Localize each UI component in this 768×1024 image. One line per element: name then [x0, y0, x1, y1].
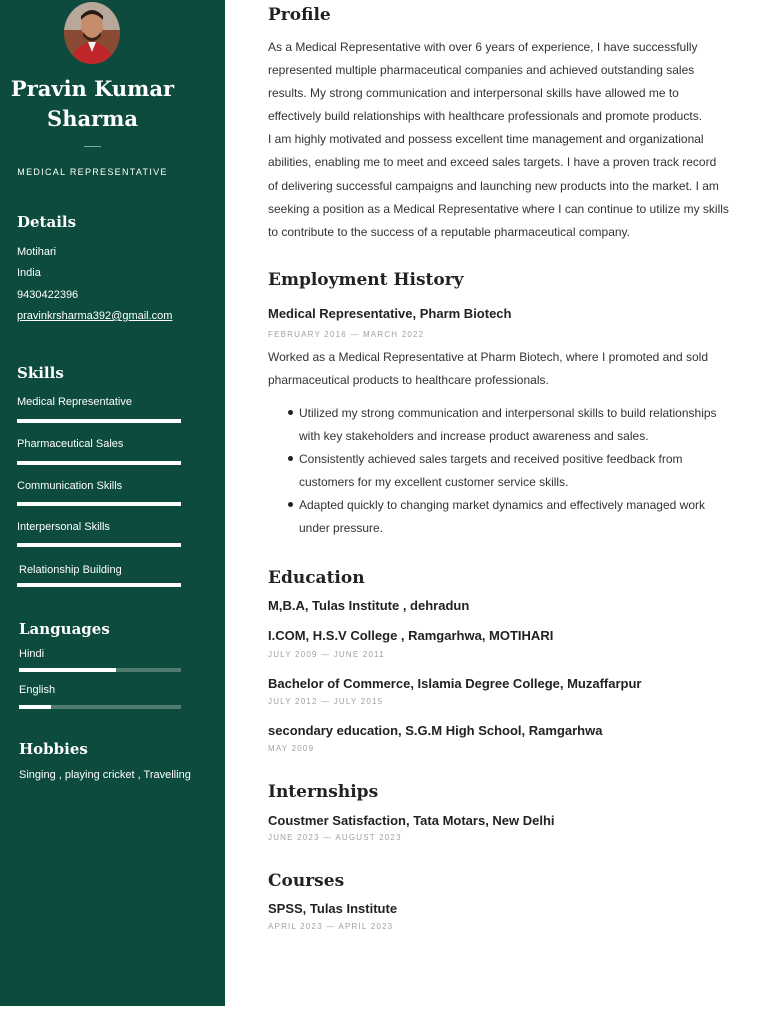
- profile-heading: Profile: [268, 5, 331, 25]
- language-bar-fill: [19, 668, 116, 672]
- internship-dates: JUNE 2023 — AUGUST 2023: [268, 833, 402, 842]
- skill-bar: [17, 419, 181, 423]
- employment-heading: Employment History: [268, 270, 464, 290]
- bullet-dot-icon: [288, 410, 293, 415]
- profile-line: seeking a position as a Medical Representative where I can continue to utilize my skills: [268, 201, 729, 216]
- job-title: MEDICAL REPRESENTATIVE: [17, 167, 168, 177]
- education-item-dates: JULY 2012 — JULY 2015: [268, 697, 384, 706]
- language-item: Hindi: [19, 648, 45, 660]
- course-dates: APRIL 2023 — APRIL 2023: [268, 922, 394, 931]
- language-item: English: [19, 684, 56, 696]
- languages-heading: Languages: [19, 620, 110, 638]
- skill-item: Medical Representative: [17, 396, 132, 408]
- name-line-1: Pravin Kumar: [10, 76, 175, 101]
- details-phone: 9430422396: [17, 289, 79, 301]
- details-email-link[interactable]: pravinkrsharma392@gmail.com: [17, 310, 173, 322]
- bullet-line: with key stakeholders and increase product awareness and sales.: [299, 429, 649, 444]
- details-city: Motihari: [17, 246, 57, 258]
- skill-item: Communication Skills: [17, 480, 123, 492]
- profile-line: abilities, enabling me to meet and exceed sales targets. I have a proven track record: [268, 155, 717, 170]
- job-dates: FEBRUARY 2016 — MARCH 2022: [268, 330, 425, 339]
- candidate-name: [0, 74, 185, 134]
- profile-line: results. My strong communication and interpersonal skills have allowed me to: [268, 86, 679, 101]
- hobbies-text: Singing , playing cricket , Travelling: [19, 769, 191, 781]
- education-item-title: secondary education, S.G.M High School, Ramgarhwa: [268, 723, 603, 738]
- courses-heading: Courses: [268, 871, 345, 891]
- sidebar: [0, 0, 225, 1006]
- profile-line: I am highly motivated and possess excellent time management and organizational: [268, 132, 704, 147]
- profile-line: of delivering successful campaigns and launching new products into the market. I am: [268, 178, 719, 193]
- bullet-line: Consistently achieved sales targets and received positive feedback from: [299, 452, 683, 466]
- education-item-dates: MAY 2009: [268, 744, 315, 753]
- skill-item: Relationship Building: [19, 564, 122, 576]
- skill-bar: [17, 502, 181, 506]
- name-divider: [84, 146, 101, 147]
- details-country: India: [17, 267, 41, 279]
- profile-line: to contribute to the success of a reputable pharmaceutical company.: [268, 224, 630, 239]
- job-summary-line: Worked as a Medical Representative at Pharm Biotech, where I promoted and sold: [268, 350, 709, 364]
- education-item-title: I.COM, H.S.V College , Ramgarhwa, MOTIHARI: [268, 628, 554, 643]
- avatar: [64, 2, 120, 64]
- education-item-title: Bachelor of Commerce, Islamia Degree College, Muzaffarpur: [268, 676, 642, 691]
- skill-bar: [17, 583, 181, 587]
- education-item-dates: JULY 2009 — JUNE 2011: [268, 650, 385, 659]
- bullet-line: under pressure.: [299, 521, 384, 536]
- internship-title: Coustmer Satisfaction, Tata Motars, New Delhi: [268, 813, 555, 828]
- skill-item: Interpersonal Skills: [17, 521, 110, 533]
- job-summary: [268, 346, 738, 392]
- bullet-dot-icon: [288, 502, 293, 507]
- bullet-line: Adapted quickly to changing market dynamics and effectively managed work: [299, 498, 706, 512]
- bullet-line: customers for my excellent customer service skills.: [299, 475, 569, 490]
- hobbies-heading: Hobbies: [19, 740, 88, 758]
- internships-heading: Internships: [268, 782, 379, 802]
- job-bullet: [288, 448, 728, 494]
- skills-heading: Skills: [17, 364, 64, 382]
- bullet-line: Utilized my strong communication and interpersonal skills to build relationships: [299, 406, 717, 420]
- details-heading: Details: [17, 213, 77, 231]
- language-bar: [19, 705, 181, 709]
- job-bullet: [288, 402, 728, 448]
- language-bar-fill: [19, 705, 51, 709]
- language-bar: [19, 668, 181, 672]
- name-line-2: Sharma: [47, 106, 138, 131]
- job-bullet: [288, 494, 728, 540]
- profile-line: represented multiple pharmaceutical companies and achieved outstanding sales: [268, 63, 695, 78]
- education-heading: Education: [268, 568, 365, 588]
- course-title: SPSS, Tulas Institute: [268, 901, 398, 916]
- job-summary-line: pharmaceutical products to healthcare professionals.: [268, 373, 549, 388]
- profile-line: As a Medical Representative with over 6 years of experience, I have successfully: [268, 40, 698, 54]
- profile-text: [268, 36, 738, 244]
- education-item-title: M,B.A, Tulas Institute , dehradun: [268, 598, 470, 613]
- skill-bar: [17, 543, 181, 547]
- skill-item: Pharmaceutical Sales: [17, 438, 124, 450]
- bullet-dot-icon: [288, 456, 293, 461]
- profile-line: effectively build relationships with healthcare professionals and promote products.: [268, 109, 703, 124]
- skill-bar: [17, 461, 181, 465]
- job-heading: Medical Representative, Pharm Biotech: [268, 306, 512, 321]
